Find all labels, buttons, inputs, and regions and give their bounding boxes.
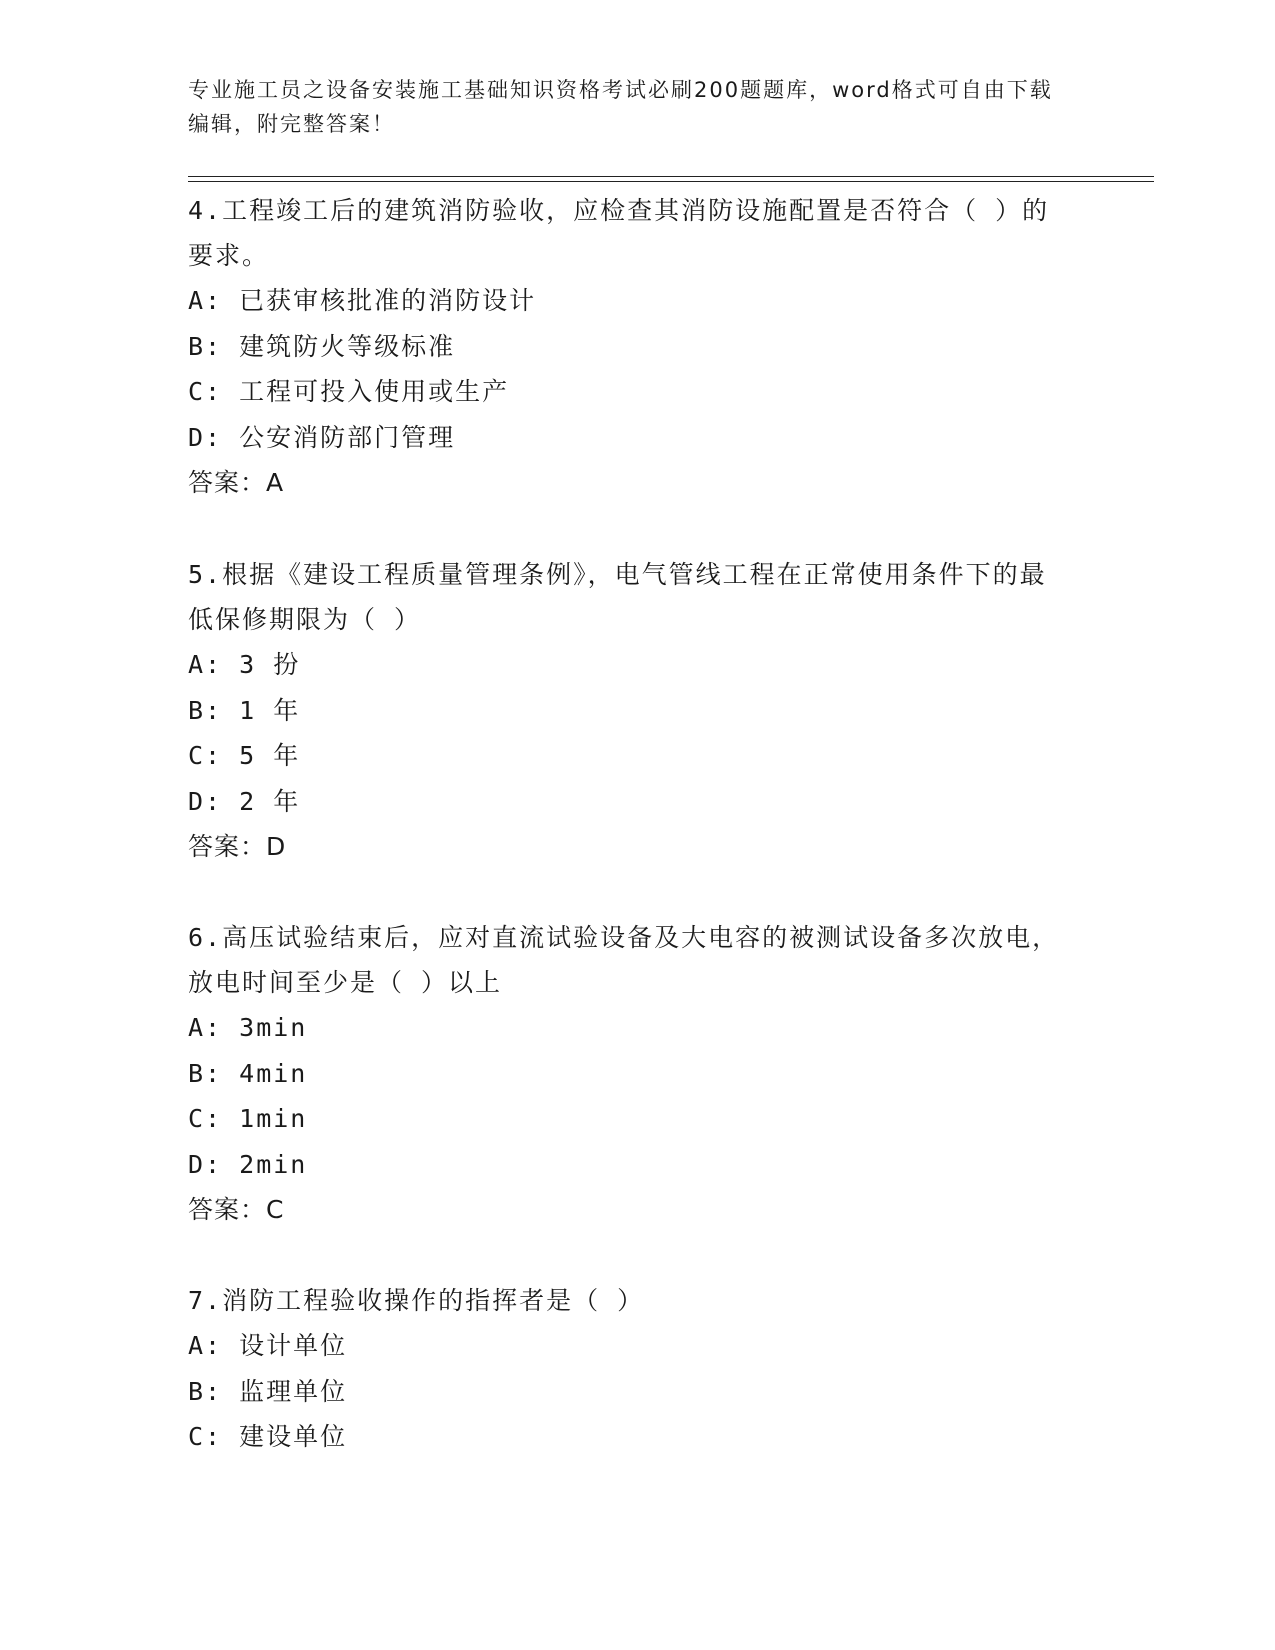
- question-text: 6.高压试验结束后，应对直流试验设备及大电容的被测试设备多次放电，放电时间至少是（ ）以上: [188, 923, 1060, 997]
- document-header: 专业施工员之设备安装施工基础知识资格考试必刷200题题库，word格式可自由下载编辑，附完整答案！: [188, 78, 1053, 136]
- option-d: D: 2min: [188, 1149, 308, 1179]
- option-c: C: 1min: [188, 1104, 308, 1133]
- option-d: D: 2 年: [188, 786, 301, 816]
- question-text: 4.工程竣工后的建筑消防验收，应检查其消防设施配置是否符合（ ）的要求。: [188, 196, 1050, 270]
- option-b: B: 1 年: [188, 695, 301, 725]
- question-4: [188, 188, 1068, 506]
- option-b: B: 监理单位: [188, 1376, 348, 1406]
- answer: 答案：A: [188, 468, 285, 497]
- answer: 答案：C: [188, 1195, 285, 1224]
- question-text: 7.消防工程验收操作的指挥者是（ ）: [188, 1286, 645, 1315]
- option-c: C: 工程可投入使用或生产: [188, 377, 510, 406]
- answer: 答案：D: [188, 832, 287, 861]
- question-text: 5.根据《建设工程质量管理条例》，电气管线工程在正常使用条件下的最低保修期限为（ ）: [188, 560, 1047, 634]
- question-5: [188, 552, 1068, 870]
- option-b: B: 4min: [188, 1058, 308, 1088]
- header-divider-top: [188, 176, 1154, 177]
- option-c: C: 5 年: [188, 741, 301, 770]
- option-a: A: 3min: [188, 1013, 308, 1042]
- option-a: A: 3 扮: [188, 650, 301, 679]
- option-a: A: 设计单位: [188, 1331, 348, 1360]
- question-6: [188, 915, 1068, 1233]
- header-divider-bottom: [188, 181, 1154, 182]
- option-b: B: 建筑防火等级标准: [188, 331, 456, 361]
- option-a: A: 已获审核批准的消防设计: [188, 286, 537, 315]
- question-7: [188, 1278, 1068, 1460]
- option-c: C: 建设单位: [188, 1422, 348, 1451]
- option-d: D: 公安消防部门管理: [188, 422, 456, 452]
